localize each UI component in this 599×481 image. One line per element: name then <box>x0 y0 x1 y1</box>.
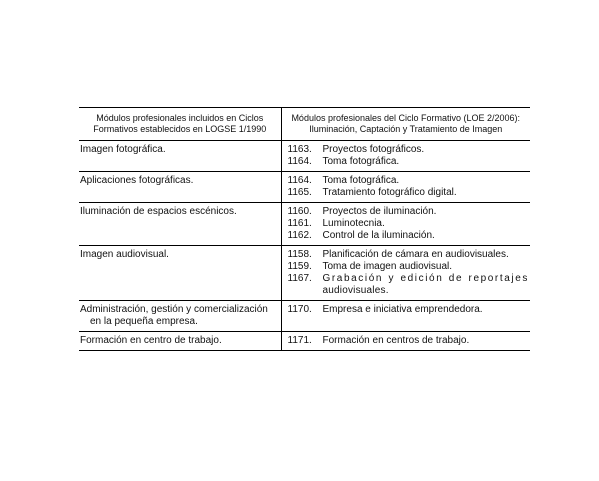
module-code: 1160. <box>287 206 312 217</box>
module-code: 1163. <box>287 144 312 155</box>
loe-module-item <box>288 206 530 218</box>
table-row <box>79 301 530 332</box>
table-header <box>79 108 530 141</box>
module-title: Toma de imagen audiovisual. <box>322 261 453 272</box>
module-title: Luminotecnia. <box>322 218 385 229</box>
loe-module-item <box>288 304 530 316</box>
module-code: 1158. <box>287 249 312 260</box>
module-title-line: Grabación y edición de reportajes <box>322 273 529 284</box>
header-logse-modules: Módulos profesionales incluidos en Ciclos Formativos establecidos en LOGSE 1/1990 <box>79 108 281 141</box>
module-code: 1159. <box>287 261 312 272</box>
module-title: Toma fotográfica. <box>322 156 400 167</box>
logse-module-name: Formación en centro de trabajo. <box>79 332 281 351</box>
loe-module-item <box>288 249 530 261</box>
loe-modules-cell <box>281 332 530 351</box>
module-code: 1161. <box>287 218 312 229</box>
module-title: Control de la iluminación. <box>322 230 435 241</box>
logse-module-name-line: en la pequeña empresa. <box>90 316 198 327</box>
module-title: Tratamiento fotográfico digital. <box>322 187 457 198</box>
table-body <box>79 141 530 351</box>
module-code: 1171. <box>287 335 312 346</box>
loe-module-item <box>288 175 530 187</box>
loe-module-item <box>288 230 530 242</box>
loe-module-item <box>288 335 530 347</box>
module-title: Toma fotográfica. <box>322 175 400 186</box>
header-loe-modules: Módulos profesionales del Ciclo Formativo (LOE 2/2006): Iluminación, Captación y Tratamiento de Imagen <box>281 108 530 141</box>
header-row <box>79 108 530 141</box>
loe-module-item <box>288 144 530 156</box>
logse-module-name: Imagen audiovisual. <box>79 246 281 301</box>
module-title <box>323 273 530 297</box>
logse-module-name <box>79 301 281 332</box>
module-code: 1164. <box>287 175 312 186</box>
module-title-line: audiovisuales. <box>322 285 389 296</box>
table-row <box>79 332 530 351</box>
table-row <box>79 141 530 172</box>
loe-module-item <box>288 261 530 273</box>
loe-modules-cell <box>281 172 530 203</box>
loe-module-item <box>288 187 530 199</box>
table-row <box>79 203 530 246</box>
module-code: 1170. <box>287 304 312 315</box>
table-row <box>79 246 530 301</box>
module-title: Formación en centros de trabajo. <box>322 335 470 346</box>
loe-module-item <box>288 156 530 168</box>
loe-module-item <box>288 273 530 297</box>
module-title: Empresa e iniciativa emprendedora. <box>322 304 483 315</box>
logse-module-name: Imagen fotográfica. <box>79 141 281 172</box>
loe-modules-cell <box>281 203 530 246</box>
loe-module-item <box>288 218 530 230</box>
module-title: Planificación de cámara en audiovisuales. <box>322 249 509 260</box>
loe-modules-cell <box>281 246 530 301</box>
loe-modules-cell <box>281 301 530 332</box>
module-code: 1165. <box>287 187 312 198</box>
module-code: 1167. <box>287 273 312 284</box>
module-code: 1164. <box>287 156 312 167</box>
module-code: 1162. <box>287 230 312 241</box>
module-title: Proyectos fotográficos. <box>322 144 425 155</box>
table-row <box>79 172 530 203</box>
loe-modules-cell <box>281 141 530 172</box>
logse-module-name: Aplicaciones fotográficas. <box>79 172 281 203</box>
equivalence-table <box>79 107 530 351</box>
module-title: Proyectos de iluminación. <box>322 206 437 217</box>
logse-module-name: Iluminación de espacios escénicos. <box>79 203 281 246</box>
logse-module-name-line: Administración, gestión y comercialización <box>80 304 268 315</box>
